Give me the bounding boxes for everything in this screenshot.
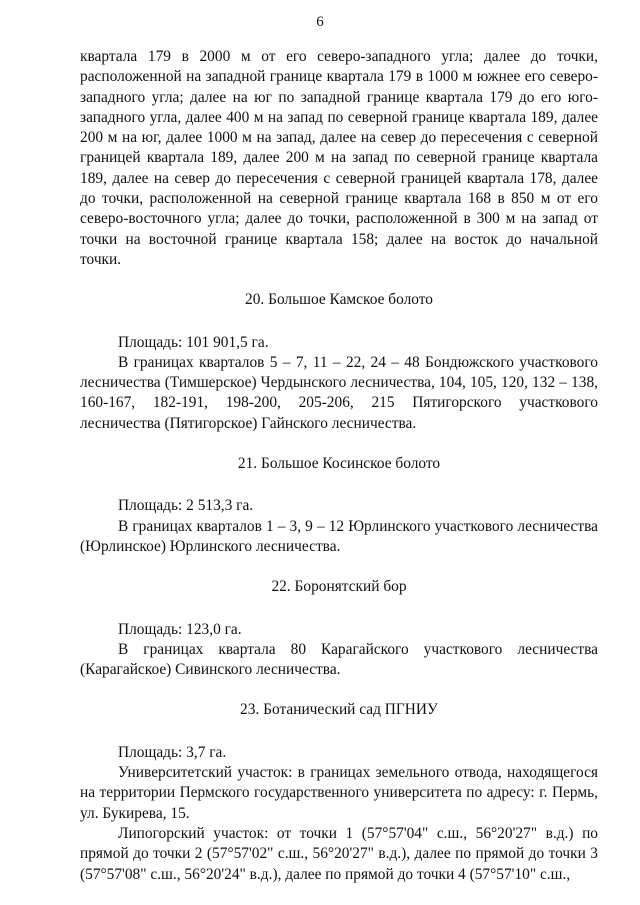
page-number: 6 xyxy=(316,14,324,30)
section-paragraph-22: В границах квартала 80 Карагайского участкового лесничества (Карагайское) Сивинского лесничества. xyxy=(80,640,598,679)
section-heading-22: 22. Боронятский бор xyxy=(271,578,407,596)
section-area-21: Площадь: 2 513,3 га. xyxy=(118,497,254,515)
section-area-22: Площадь: 123,0 га. xyxy=(118,620,242,638)
section-heading-20: 20. Большое Камское болото xyxy=(245,291,433,309)
section-heading-23: 23. Ботанический сад ПГНИУ xyxy=(240,701,438,719)
intro-paragraph: квартала 179 в 2000 м от его северо-западного угла; далее до точки, расположенной на западной границе квартала 179 в 1000 м южнее его северо-западного угла; далее на юг по западной границе квартала 179 до его юго-западного угла, далее 400 м на запад по северной границе квартала 189, далее 200 м на юг, далее 1000 м на запад, далее на север до пересечения с северной границей квартала 189, далее 200 м на запад по северной границе квартала 189, далее на север до пересечения с северной границей квартала 178, далее до точки, расположенной на северной границе квартала 168 в 850 м от его северо-восточного угла; далее до точки, расположенной в 300 м на запад от точки на восточной границе квартала 158; далее на восток до начальной точки. xyxy=(80,48,598,268)
section-paragraph-20: В границах кварталов 5 – 7, 11 – 22, 24 – 48 Бондюжского участкового лесничества (Тимшерское) Чердынского лесничества, 104, 105, 120, 132 – 138, 160-167, 182-191, 198-200, 205-206, 215 Пятигорского участкового лесничества (Пятигорское) Гайнского лесничества. xyxy=(80,353,598,432)
section-heading-21: 21. Большое Косинское болото xyxy=(237,455,441,473)
section-paragraph-23-lipogorsky: Липогорский участок: от точки 1 (57°57'04" с.ш., 56°20'27" в.д.) по прямой до точки 2 (57°57'02" с.ш., 56°20'27" в.д.), далее по прямой до точки 3 (57°57'08" с.ш., 56°20'24" в.д.), далее по прямой до точки 4 (57°57'10" с.ш., xyxy=(80,824,598,883)
section-paragraph-21: В границах кварталов 1 – 3, 9 – 12 Юрлинского участкового лесничества (Юрлинское) Юрлинского лесничества. xyxy=(80,517,598,555)
section-area-23: Площадь: 3,7 га. xyxy=(118,743,227,761)
section-paragraph-23-university: Университетский участок: в границах земельного отвода, находящегося на территории Пермского государственного университета по адресу: г. Пермь, ул. Букирева, 15. xyxy=(80,764,598,822)
section-area-20: Площадь: 101 901,5 га. xyxy=(118,333,269,351)
document-body xyxy=(80,47,598,885)
